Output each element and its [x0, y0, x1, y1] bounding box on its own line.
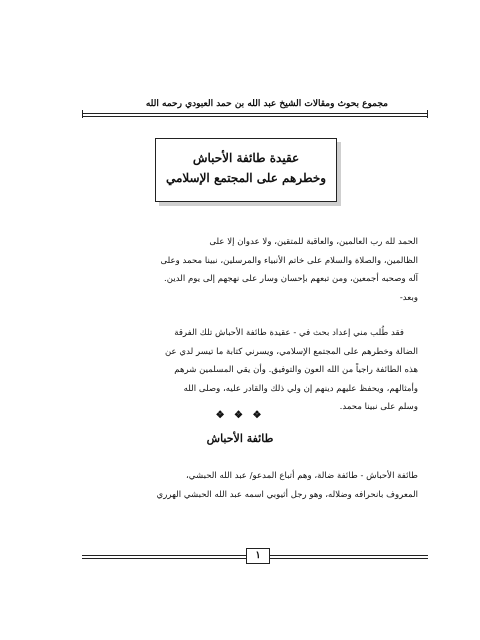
- intro-line: الحمد لله رب العالمين، والعاقبة للمتقين، ولا عدوان إلا على: [209, 237, 418, 247]
- intro-line: آله وصحبه أجمعين، ومن تبعهم بإحسان وسار على نهجهم إلى يوم الدين.: [164, 274, 418, 284]
- section-line: المعروف بانحرافه وضلاله، وهو رجل أثيوبي اسمه عبد الله الحبشي الهرري: [156, 489, 418, 500]
- chapter-title-line-1: عقيدة طائفة الأحباش: [192, 151, 300, 165]
- purpose-line: الضالة وخطرهم على المجتمع الإسلامي، ويسرني كتابة ما تيسر لدي عن: [164, 346, 418, 357]
- section-line: طائفة الأحباش - طائفة ضالة، وهم أتباع المدعو/ عبد الله الحبشي،: [186, 471, 418, 481]
- purpose-line: وسلم على نبينا محمد.: [339, 402, 418, 412]
- chapter-title-box: [155, 138, 337, 202]
- chapter-title-line-2: وخطرهم على المجتمع الإسلامي: [165, 171, 327, 185]
- purpose-line: هذه الطائفة راجياً من الله العون والتوفيق. وأن يقي المسلمين شرهم: [174, 365, 418, 375]
- header-rule: [82, 113, 428, 117]
- purpose-paragraph: [118, 324, 418, 417]
- section-paragraph: [118, 467, 418, 504]
- header-title: مجموع بحوث ومقالات الشيخ عبد الله بن حمد العبودي رحمه الله: [140, 99, 394, 109]
- running-header: [82, 98, 428, 120]
- header-right-tick: [419, 110, 428, 118]
- page-number: ١: [246, 548, 270, 564]
- intro-paragraph: [118, 233, 418, 307]
- intro-line: الظالمين، والصلاة والسلام على خاتم الأنبياء والمرسلين، نبينا محمد وعلى: [160, 255, 418, 266]
- purpose-line: وأمثالهم، ويحفظ عليهم دينهم إن ولي ذلك والقادر عليه، وصلى الله: [183, 383, 418, 394]
- purpose-line: فقد طُلب مني إعداد بحث في - عقيدة طائفة الأحباش تلك الفرقة: [174, 328, 404, 338]
- section-title: طائفة الأحباش: [206, 432, 274, 445]
- section-separator: ❖ ❖ ❖: [215, 410, 265, 421]
- intro-line: وبعد-: [399, 292, 418, 303]
- header-left-tick: [82, 110, 91, 118]
